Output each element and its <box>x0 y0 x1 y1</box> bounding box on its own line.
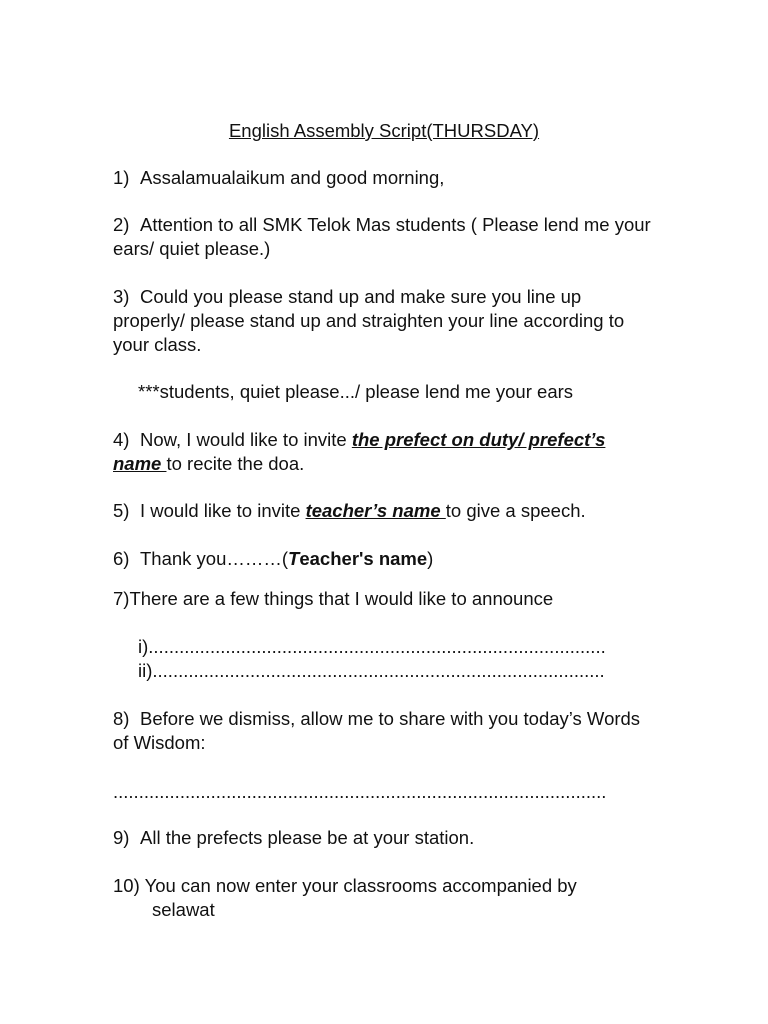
placeholder-teacher-name: teacher’s name <box>305 500 446 521</box>
item-number: 1) <box>113 167 130 188</box>
note-text: ***students, quiet please.../ please lend me your ears <box>138 381 574 402</box>
item-text: to recite the doa. <box>166 453 305 474</box>
item-number: 6) <box>113 548 130 569</box>
item-8 <box>113 707 658 755</box>
item-text: All the prefects please be at your station. <box>140 827 475 848</box>
item-10-continuation <box>152 898 552 922</box>
placeholder-prefect-name: the prefect on duty/ prefect’s name <box>113 429 606 474</box>
item-7 <box>113 587 658 611</box>
item-4 <box>113 428 658 476</box>
placeholder-initial: T <box>288 548 300 569</box>
item-number: 8) <box>113 708 130 729</box>
item-number: 2) <box>113 214 130 235</box>
item-text: ) <box>427 548 434 569</box>
item-3 <box>113 285 658 357</box>
item-9 <box>113 826 658 850</box>
item-text: Could you please stand up and make sure you line up properly/ please stand up and straighten your line according to your class. <box>113 286 625 355</box>
item-number: 3) <box>113 286 130 307</box>
item-6 <box>113 547 658 571</box>
item-number: 5) <box>113 500 130 521</box>
note-quiet <box>138 380 658 404</box>
item-number: 4) <box>113 429 130 450</box>
item-text: Attention to all SMK Telok Mas students ( Please lend me your ears/ quiet please.) <box>113 214 651 259</box>
announcement-line-ii: ii)........................................................................................ <box>138 660 605 681</box>
item-text: Before we dismiss, allow me to share with you today’s Words of Wisdom: <box>113 708 641 753</box>
item-5 <box>113 499 658 523</box>
item-text: You can now enter your classrooms accompanied by <box>144 875 577 896</box>
item-text: Thank you………( <box>140 548 289 569</box>
item-1 <box>113 166 658 190</box>
wisdom-line: ................................................................................................ <box>113 781 607 802</box>
item-10 <box>113 874 673 898</box>
document-title: English Assembly Script(THURSDAY) <box>228 120 540 141</box>
item-text: I would like to invite <box>140 500 306 521</box>
item-text: selawat <box>152 899 215 920</box>
announcement-line-i: i)......................................................................................... <box>138 636 606 657</box>
item-number: 9) <box>113 827 130 848</box>
item-text: Assalamualaikum and good morning, <box>140 167 445 188</box>
item-text: to give a speech. <box>445 500 586 521</box>
item-text: Now, I would like to invite <box>140 429 352 450</box>
item-2 <box>113 213 658 261</box>
item-text: 7)There are a few things that I would like to announce <box>113 588 554 609</box>
item-number: 10) <box>113 875 140 896</box>
placeholder-teacher-name: eacher's name <box>299 548 428 569</box>
